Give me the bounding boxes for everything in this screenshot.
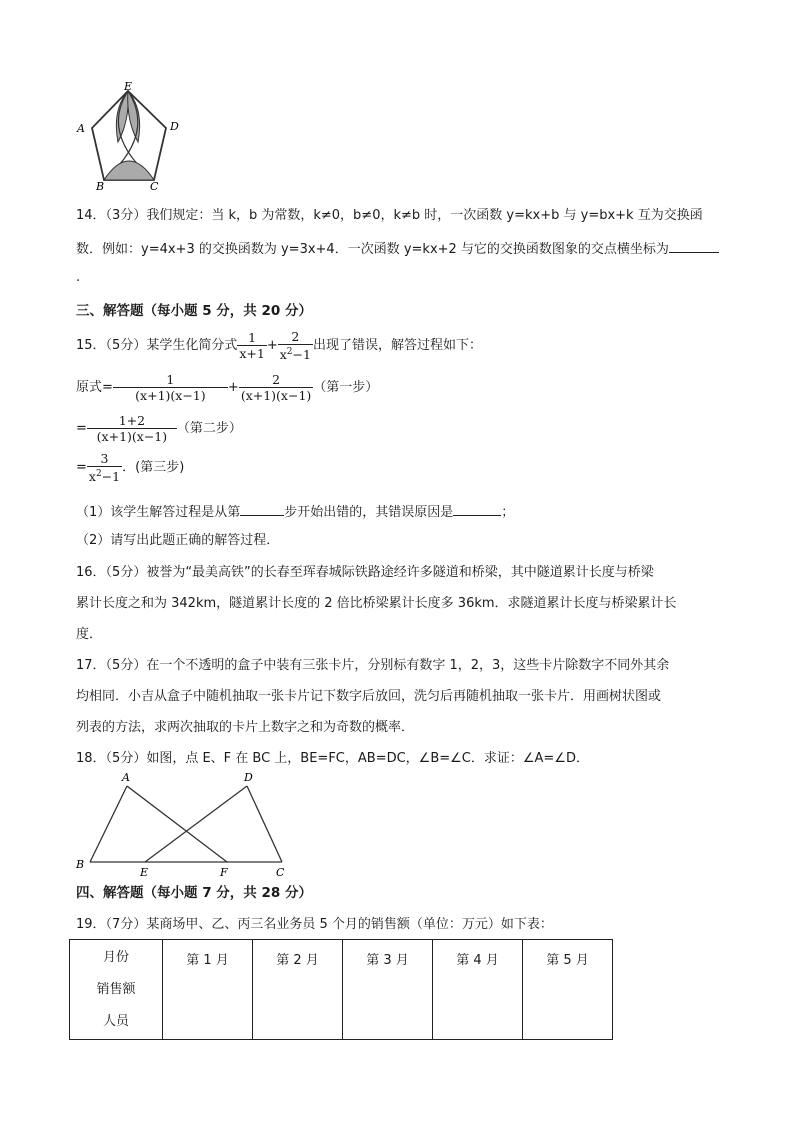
label-e: E xyxy=(140,866,149,879)
q15-frac2-den-base: x xyxy=(279,347,287,363)
q14-answer-blank[interactable] xyxy=(669,238,719,253)
q15-step1 xyxy=(76,370,378,406)
q15-step2-num: 1+2 xyxy=(118,413,146,428)
q15-intro-prefix: 15．（5分）某学生化简分式 xyxy=(76,338,238,353)
q15-step2 xyxy=(76,411,242,447)
line-de xyxy=(145,786,247,862)
q15-frac2 xyxy=(278,329,313,362)
q17-line1: 17．（5分）在一个不透明的盒子中装有三张卡片，分别标有数字 1，2，3，这些卡片除数字不同外其余 xyxy=(76,658,670,673)
q15-step3-frac xyxy=(87,451,122,484)
label-e: E xyxy=(124,80,133,93)
q15-plus: + xyxy=(266,338,278,353)
sales-table xyxy=(69,939,613,1040)
q14-line3: . xyxy=(76,270,81,285)
q15-step3-den xyxy=(87,466,122,484)
q15-step2-label: （第二步） xyxy=(176,421,242,436)
label-c: C xyxy=(276,866,285,879)
triangles-figure xyxy=(72,770,292,880)
q15-frac1 xyxy=(237,330,266,361)
q15-step3-den-exp: 2 xyxy=(95,468,102,479)
q14-line2-text: 数．例如：y=4x+3 的交换函数为 y=3x+4．一次函数 y=kx+2 与它的交换函数图象的交点横坐标为 xyxy=(76,242,669,257)
label-d: D xyxy=(170,120,179,133)
q15-frac1-num: 1 xyxy=(248,330,257,345)
section3-title: 三、解答题（每小题 5 分，共 20 分） xyxy=(76,303,312,319)
table-row xyxy=(70,940,613,1040)
label-d: D xyxy=(244,771,253,784)
q17-line2: 均相同．小吉从盒子中随机抽取一张卡片记下数字后放回，洗匀后再随机抽取一张卡片．用画树状图或 xyxy=(76,689,662,704)
q15-step3-den-tail: −1 xyxy=(101,469,121,485)
q15-reason-blank[interactable] xyxy=(453,501,501,516)
q15-sub1 xyxy=(76,501,514,522)
q19-line1: 19．（7分）某商场甲、乙、丙三名业务员 5 个月的销售额（单位：万元）如下表： xyxy=(76,917,553,932)
q15-frac2-den-tail: −1 xyxy=(292,347,311,363)
q15-step3-den-base: x xyxy=(88,469,96,485)
q15-step2-den: (x+1)(x−1) xyxy=(87,428,177,444)
q15-intro xyxy=(76,326,482,366)
q15-step1-prefix: 原式= xyxy=(76,380,113,395)
label-a: A xyxy=(77,122,85,135)
label-a: A xyxy=(122,771,130,784)
q18-line1: 18．（5分）如图，点 E、F 在 BC 上，BE=FC，AB=DC，∠B=∠C．求证：∠A=∠D． xyxy=(76,751,589,766)
q15-step1-plus: + xyxy=(227,380,239,395)
table-header-corner xyxy=(70,940,163,1040)
q15-frac2-den-exp: 2 xyxy=(286,346,293,357)
q15-step1-frac1-den: (x+1)(x−1) xyxy=(113,387,228,403)
table-header-month-5: 第 5 月 xyxy=(523,940,613,1040)
label-b: B xyxy=(96,180,105,193)
q15-step1-frac1 xyxy=(113,372,228,403)
q14-line2 xyxy=(76,238,719,259)
q15-step1-frac1-num: 1 xyxy=(166,372,175,387)
q15-frac2-den xyxy=(278,344,313,362)
q15-step1-label: （第一步） xyxy=(313,380,379,395)
line-af xyxy=(127,786,227,862)
q15-step-blank[interactable] xyxy=(240,501,284,516)
line-dc xyxy=(247,786,282,862)
q16-line1: 16．（5分）被誉为“最美高铁”的长春至珲春城际铁路途经许多隧道和桥梁，其中隧道累计长度与桥梁 xyxy=(76,565,654,580)
q17-line3: 列表的方法，求两次抽取的卡片上数字之和为奇数的概率． xyxy=(76,720,415,735)
header-person: 人员 xyxy=(102,1014,129,1029)
table-header-month-2: 第 2 月 xyxy=(253,940,343,1040)
label-c: C xyxy=(150,180,159,193)
header-month: 月份 xyxy=(102,950,129,965)
section4-title: 四、解答题（每小题 7 分，共 28 分） xyxy=(76,885,312,901)
table-header-month-3: 第 3 月 xyxy=(343,940,433,1040)
table-header-month-4: 第 4 月 xyxy=(433,940,523,1040)
q15-frac2-num: 2 xyxy=(291,328,300,344)
q15-step1-frac2-num: 2 xyxy=(272,372,281,387)
q16-line2: 累计长度之和为 342km，隧道累计长度的 2 倍比桥梁累计长度多 36km．求隧道累计长度与桥梁累计长 xyxy=(76,596,677,611)
q15-sub1-c: ； xyxy=(501,505,515,520)
q15-step3-num: 3 xyxy=(100,450,109,466)
label-f: F xyxy=(220,866,228,879)
q15-sub2: （2）请写出此题正确的解答过程． xyxy=(76,533,280,548)
q15-step3-label: ．(第三步) xyxy=(122,460,185,475)
label-b: B xyxy=(76,858,85,871)
q15-step1-frac2 xyxy=(239,372,313,403)
q15-sub1-b: 步开始出错的，其错误原因是 xyxy=(284,505,454,520)
pentagon-figure xyxy=(74,80,194,195)
q14-line1: 14．（3分）我们规定：当 k，b 为常数，k≠0，b≠0，k≠b 时，一次函数 y=kx+b 与 y=bx+k 互为交换函 xyxy=(76,208,703,223)
q15-step3-prefix: = xyxy=(76,460,87,475)
shaded-bottom-region xyxy=(104,161,154,180)
q15-step3 xyxy=(76,450,184,486)
q15-frac1-den: x+1 xyxy=(239,346,265,361)
q15-step2-frac xyxy=(87,413,177,444)
q15-sub1-a: （1）该学生解答过程是从第 xyxy=(76,505,241,520)
q15-intro-suffix: 出现了错误，解答过程如下： xyxy=(312,338,482,353)
line-ba xyxy=(90,786,127,862)
q16-line3: 度． xyxy=(76,627,103,642)
q15-step2-prefix: = xyxy=(76,421,87,436)
header-sales: 销售额 xyxy=(96,982,136,997)
table-header-month-1: 第 1 月 xyxy=(163,940,253,1040)
q15-step1-frac2-den: (x+1)(x−1) xyxy=(240,388,312,403)
